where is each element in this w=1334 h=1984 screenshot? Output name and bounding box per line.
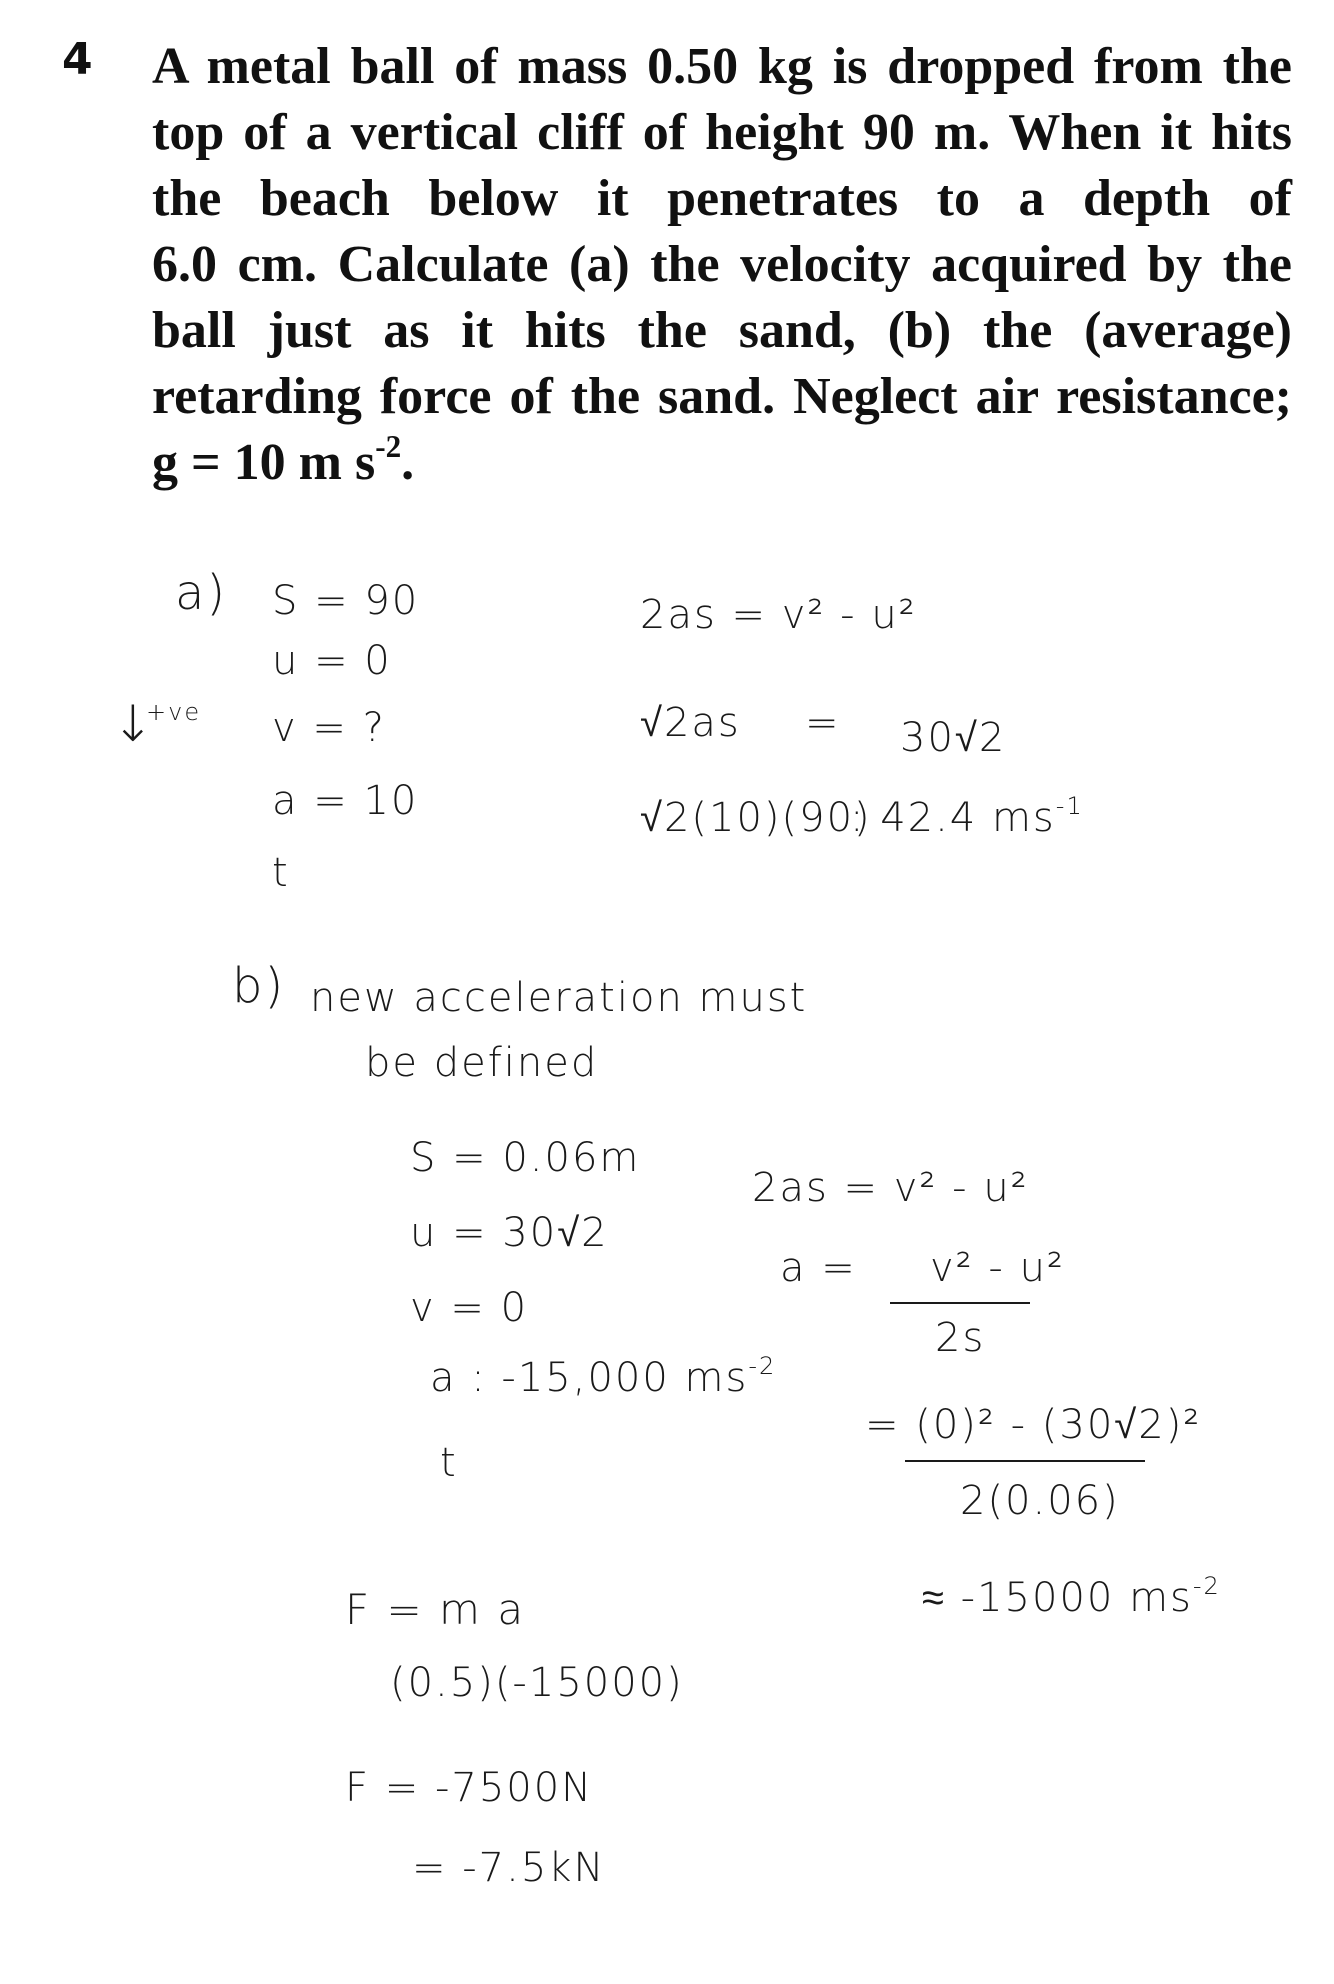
a-result-decimal [850, 792, 1084, 841]
a-result-exponent: -1 [1055, 792, 1084, 821]
b-a-prefix: a = [780, 1245, 857, 1291]
g-exponent: -2 [375, 429, 402, 465]
b-force-result: F = -7500N [345, 1765, 594, 1811]
a-var-a: a = 10 [272, 778, 419, 824]
question-line-1: A metal ball of mass 0.50 kg is dropped from the [152, 38, 1292, 95]
b-var-t: t [440, 1440, 458, 1486]
question-line-3: the beach below it penetrates to a depth of [152, 170, 1292, 227]
g-value: g = 10 m s [152, 434, 376, 491]
b-a-result [922, 1572, 1221, 1621]
b-var-u: u = 30√2 [410, 1210, 609, 1256]
b-note-line-2: be defined [365, 1040, 599, 1086]
part-a-label: a) [175, 565, 228, 621]
b-accel-exponent: -2 [748, 1352, 777, 1381]
a-var-v: v = ? [272, 705, 386, 751]
a-result-surd: 30√2 [900, 715, 1007, 761]
b-a-result-exponent: -2 [1192, 1572, 1221, 1601]
b-equation: 2as = v² - u² [752, 1165, 1029, 1211]
a-sqrt-substituted: √2(10)(90) [640, 795, 872, 841]
a-equation: 2as = v² - u² [640, 592, 917, 638]
a-sqrt-formula: √2as [640, 700, 741, 746]
b-fraction-bar-1 [890, 1302, 1030, 1304]
b-force-substitution: (0.5)(-15000) [390, 1660, 684, 1706]
b-a-denominator: 2s [935, 1315, 986, 1361]
question-number: 4 [62, 34, 93, 85]
a-result-value: : 42.4 ms [850, 795, 1056, 841]
a-equals: = [805, 700, 841, 746]
a-var-t: t [272, 850, 290, 896]
question-line-7 [152, 430, 1292, 496]
a-var-u: u = 0 [272, 638, 392, 684]
question-line-5: ball just as it hits the sand, (b) the (average) [152, 302, 1292, 359]
question-line-4: 6.0 cm. Calculate (a) the velocity acquired by the [152, 236, 1292, 293]
g-period: . [401, 434, 415, 491]
b-a-result-value: ≈ -15000 ms [922, 1575, 1193, 1621]
b-fraction-bar-2 [905, 1460, 1145, 1462]
b-force-formula: F = m a [345, 1585, 526, 1634]
part-b-label: b) [232, 958, 286, 1014]
b-var-a [430, 1352, 777, 1401]
b-force-final: = -7.5kN [412, 1845, 606, 1891]
a-var-s: S = 90 [272, 578, 420, 624]
b-var-v: v = 0 [410, 1285, 529, 1331]
question-line-6: retarding force of the sand. Neglect air resistance; [152, 368, 1292, 425]
b-a-numerator: v² - u² [930, 1245, 1065, 1291]
b-sub-denominator: 2(0.06) [960, 1478, 1120, 1524]
b-sub-numerator: = (0)² - (30√2)² [865, 1402, 1202, 1448]
question-line-2: top of a vertical cliff of height 90 m. When it hits [152, 104, 1292, 161]
b-var-s: S = 0.06m [410, 1135, 641, 1181]
direction-note: +ve [146, 698, 202, 726]
direction-arrow-icon: ↓ [112, 695, 156, 753]
b-accel-value: a : -15,000 ms [430, 1355, 749, 1401]
b-note-line-1: new acceleration must [310, 975, 808, 1021]
